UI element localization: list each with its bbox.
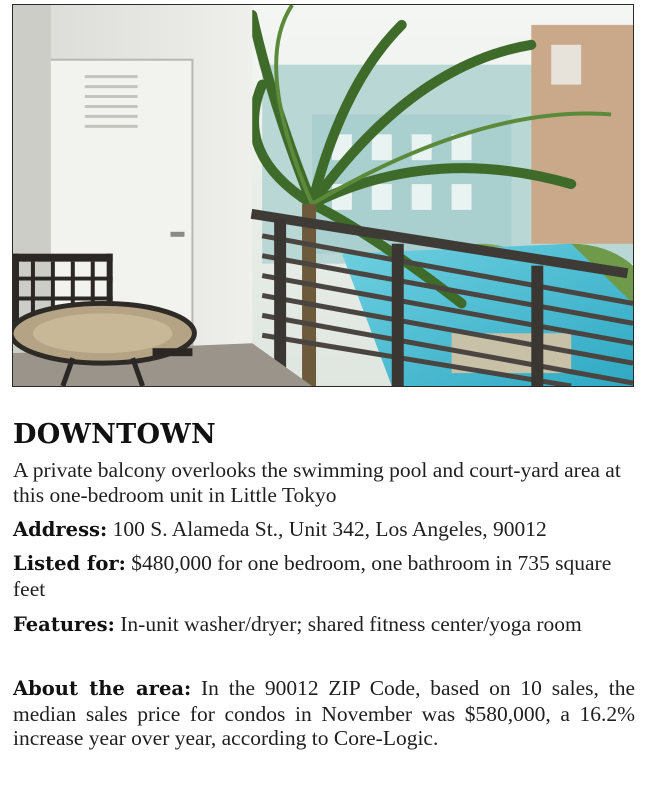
address-value: 100 S. Alameda St., Unit 342, Los Angeles, 90012 bbox=[112, 517, 547, 541]
listed-for-label: Listed for: bbox=[13, 552, 126, 575]
address-line bbox=[13, 517, 635, 543]
about-area-label: About the area: bbox=[13, 677, 192, 700]
listed-for-value: $480,000 for one bedroom, one bathroom in 735 square feet bbox=[13, 551, 612, 601]
about-area-line bbox=[13, 676, 635, 751]
address-label: Address: bbox=[13, 518, 108, 541]
features-label: Features: bbox=[13, 613, 115, 636]
photo-caption: A private balcony overlooks the swimming pool and court-yard area at this one-bedroom unit in Little Tokyo bbox=[13, 458, 621, 507]
balcony-pool-image bbox=[13, 5, 633, 386]
listed-for-line bbox=[13, 551, 635, 601]
headline: DOWNTOWN bbox=[13, 419, 216, 450]
features-value: In-unit washer/dryer; shared fitness center/yoga room bbox=[120, 612, 582, 636]
features-line bbox=[13, 612, 635, 638]
about-area-value: In the 90012 ZIP Code, based on 10 sales, the median sales price for condos in November was $580,000, a 16.2% increase year over year, according to Core-Logic. bbox=[13, 676, 635, 750]
listing-photo bbox=[12, 4, 634, 387]
